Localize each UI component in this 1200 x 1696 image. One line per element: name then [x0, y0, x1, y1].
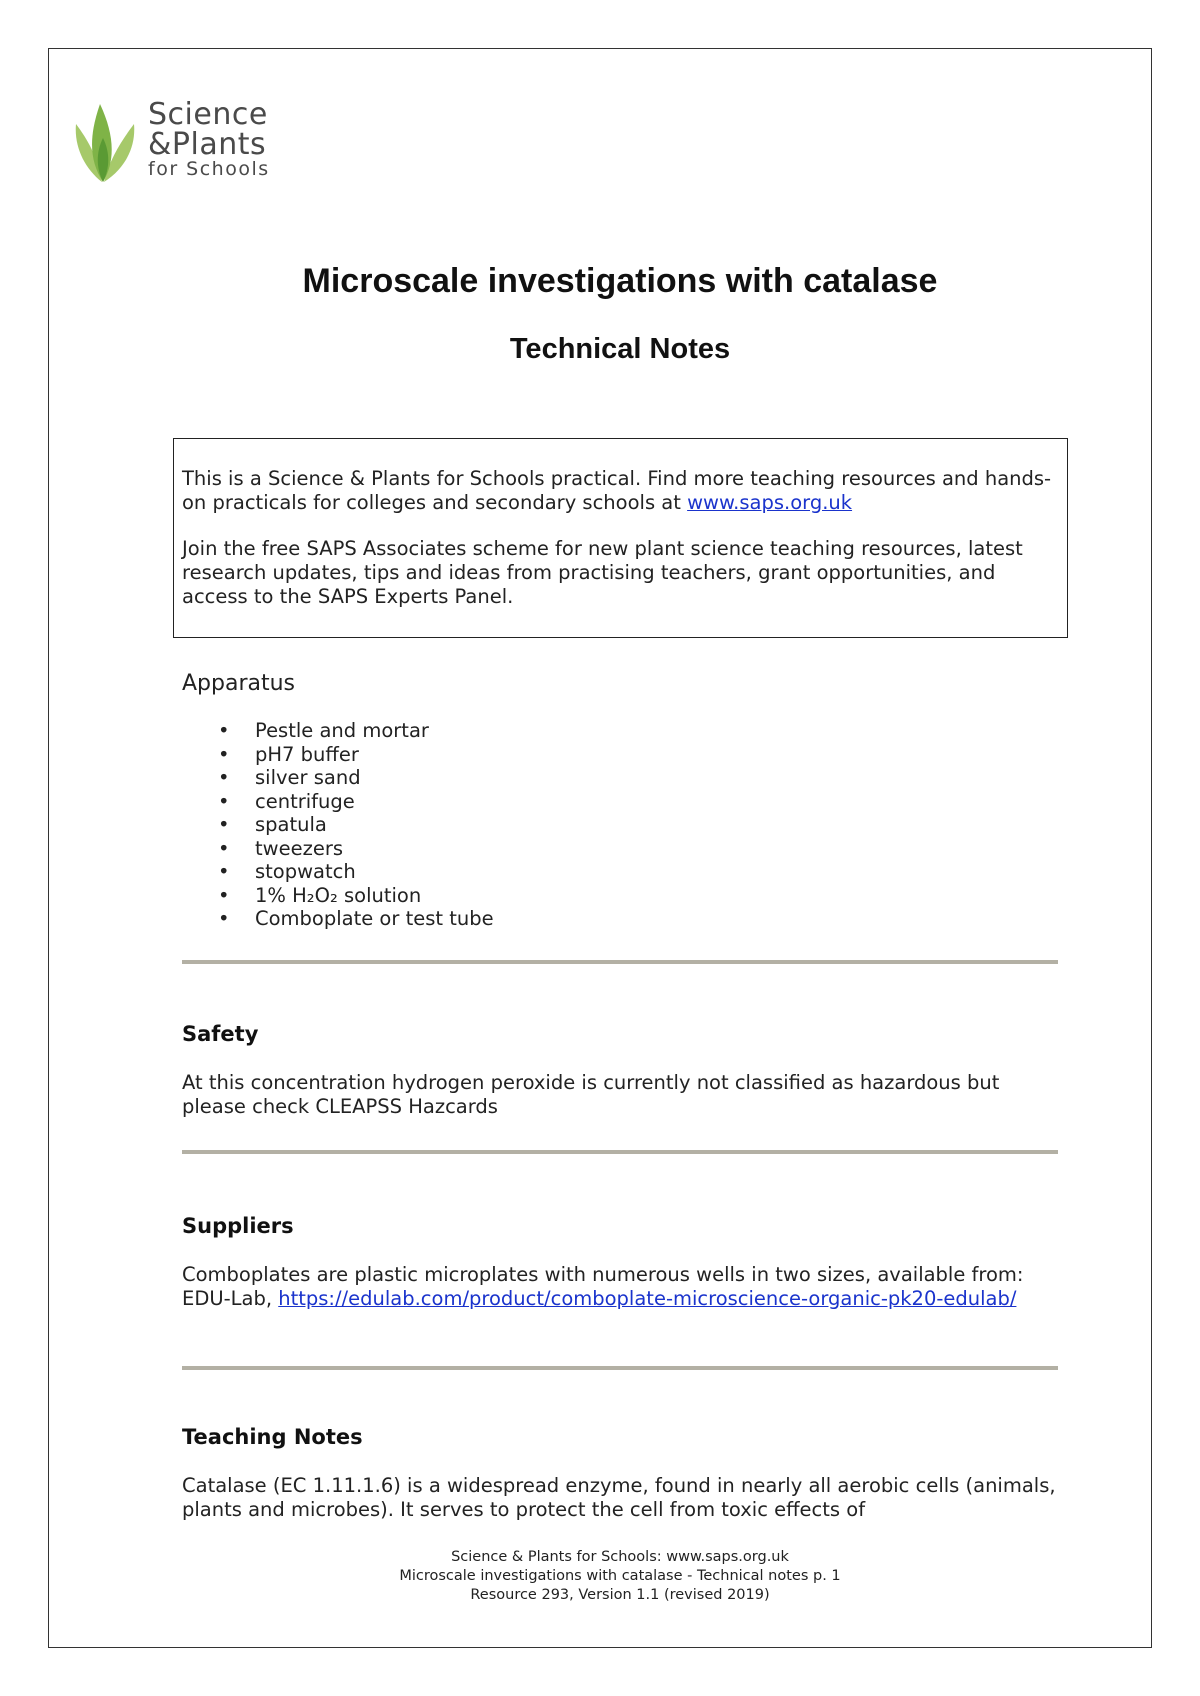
info-paragraph-1: [182, 467, 1059, 515]
apparatus-item: silver sand: [255, 766, 361, 789]
safety-section: [182, 1022, 1062, 1119]
footer-line-1: Science & Plants for Schools: www.saps.org.uk: [451, 1549, 789, 1565]
apparatus-item: Pestle and mortar: [255, 719, 429, 742]
suppliers-text: Comboplates are plastic microplates with numerous wells in two sizes, available from:: [182, 1263, 1024, 1286]
logo-wordmark: [148, 97, 270, 180]
teaching-notes-text: Catalase (EC 1.11.1.6) is a widespread enzyme, found in nearly all aerobic cells (animals, plants and microbes). It serves to protect the cell from toxic effects of: [182, 1474, 1056, 1521]
bullet-icon: •: [218, 836, 230, 860]
section-divider: [182, 960, 1058, 964]
apparatus-heading: Apparatus: [182, 671, 296, 696]
bullet-icon: •: [218, 742, 230, 766]
bullet-icon: •: [218, 813, 230, 836]
document-subtitle: Technical Notes: [509, 333, 731, 365]
safety-text: At this concentration hydrogen peroxide is currently not classified as hazardous but please check CLEAPSS Hazcards: [182, 1071, 1000, 1118]
list-item: [182, 766, 1062, 790]
list-item: [182, 719, 1062, 743]
bullet-icon: •: [218, 860, 230, 883]
apparatus-item: Comboplate or test tube: [255, 907, 494, 930]
section-divider: [182, 1150, 1058, 1154]
list-item: [182, 790, 1062, 814]
apparatus-item: tweezers: [255, 836, 343, 860]
info-paragraph-2: Join the free SAPS Associates scheme for new plant science teaching resources, latest research updates, tips and ideas from practising teachers, grant opportunities, and access to the SAPS Experts Panel.: [182, 537, 1023, 608]
footer-line-2: Microscale investigations with catalase - Technical notes p. 1: [399, 1568, 841, 1584]
list-item: [182, 860, 1062, 884]
teaching-notes-section: [182, 1425, 1062, 1522]
supplier-line: [182, 1287, 1062, 1311]
supplier-name: EDU-Lab,: [182, 1287, 279, 1310]
suppliers-section: [182, 1214, 1062, 1311]
logo-line-schools: for Schools: [148, 158, 270, 180]
list-item: [182, 884, 1062, 908]
apparatus-item: centrifuge: [255, 789, 355, 813]
info-paragraph-1-text: This is a Science & Plants for Schools practical. Find more teaching resources and hands-on practicals for colleges and secondary schools at: [182, 467, 1052, 514]
bullet-icon: •: [218, 766, 230, 789]
list-item: [182, 907, 1062, 931]
document-title: Microscale investigations with catalase: [302, 262, 938, 300]
bullet-icon: •: [218, 719, 230, 742]
apparatus-item: pH7 buffer: [255, 742, 359, 766]
suppliers-heading: Suppliers: [182, 1214, 294, 1238]
apparatus-item: stopwatch: [255, 860, 356, 883]
logo-line-plants: &Plants: [148, 127, 267, 162]
section-divider: [182, 1366, 1058, 1370]
teaching-notes-heading: Teaching Notes: [182, 1425, 363, 1449]
edulab-product-link[interactable]: https://edulab.com/product/comboplate-microscience-organic-pk20-edulab/: [278, 1287, 1017, 1310]
apparatus-section: [182, 672, 1062, 931]
apparatus-list: [182, 719, 1062, 931]
safety-heading: Safety: [182, 1022, 259, 1046]
bullet-icon: •: [218, 883, 230, 907]
list-item: [182, 813, 1062, 837]
bullet-icon: •: [218, 789, 230, 813]
apparatus-item: 1% H₂O₂ solution: [255, 883, 422, 907]
list-item: [182, 837, 1062, 861]
footer-line-3: Resource 293, Version 1.1 (revised 2019): [470, 1587, 770, 1603]
saps-info-box: [173, 438, 1068, 638]
logo-line-science: Science: [148, 97, 268, 132]
apparatus-item: spatula: [255, 813, 327, 836]
list-item: [182, 743, 1062, 767]
page-footer: [0, 1548, 1200, 1605]
saps-website-link[interactable]: www.saps.org.uk: [687, 491, 853, 514]
bullet-icon: •: [218, 907, 230, 930]
